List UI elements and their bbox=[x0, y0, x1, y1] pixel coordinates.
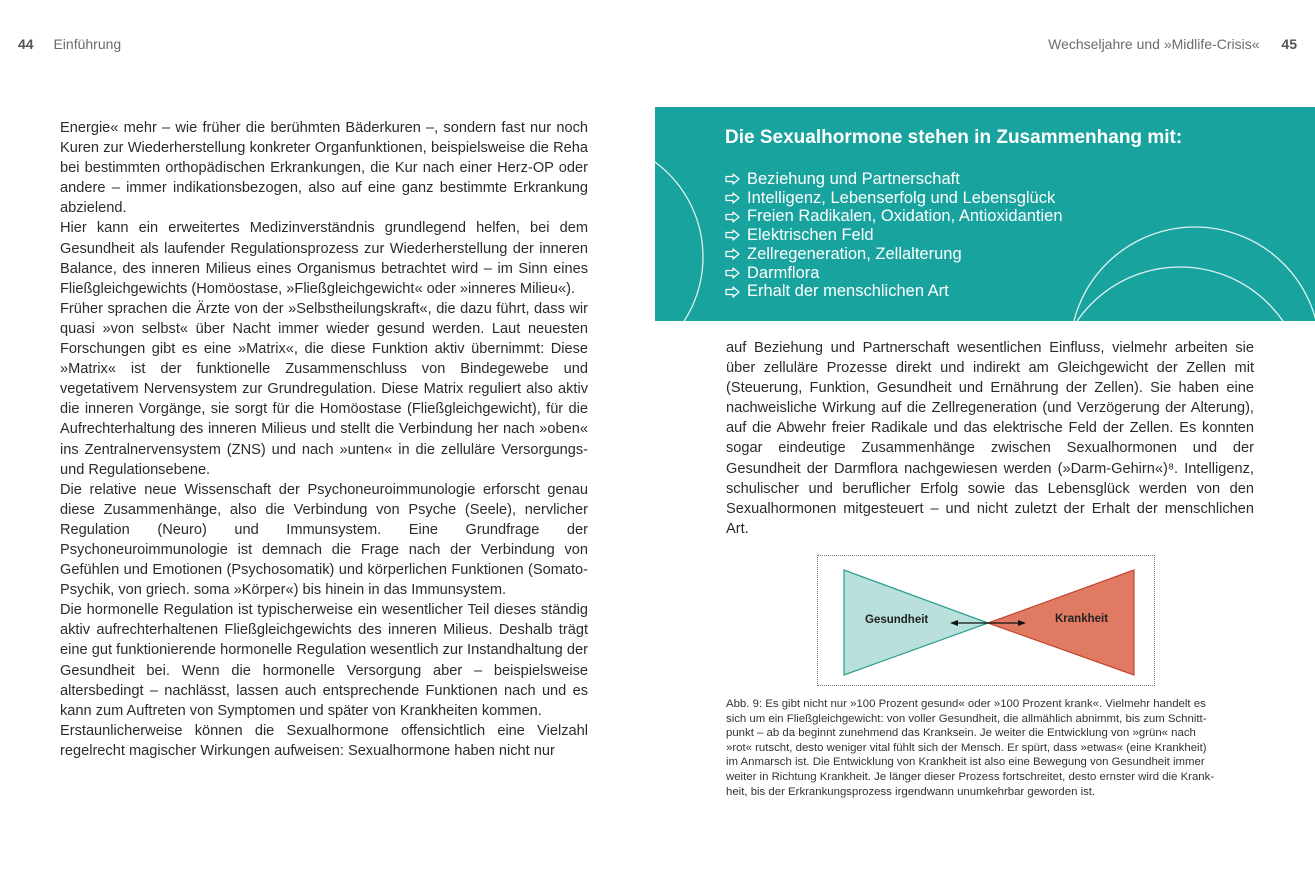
caption-line: sich um ein Fließgleichgewicht: von voller Gesundheit, die allmählich abnimmt, bis zum Schnitt- bbox=[726, 712, 1207, 725]
label-health: Gesundheit bbox=[865, 614, 929, 626]
left-page-body bbox=[60, 118, 588, 761]
paragraph: Die relative neue Wissenschaft der Psychoneuroimmunologie erforscht genau diese Zusammenhänge, also die Verbindung von Psyche (Seele), nervlicher Regulation (Neuro) und Immunsystem. Eine Grundfrage der Psychoneuroimmunologie ist demnach die Frage nach der Verbindung von Gefühlen und Emotionen (Psychosomatik) und körperlichen Funktionen (Somato-Psychik, von griech. soma »Körper«) bis hinein in das Immunsystem. bbox=[60, 481, 588, 599]
arrow-right-icon bbox=[725, 211, 740, 223]
figure-caption bbox=[726, 697, 1256, 799]
section-title-right: Wechseljahre und »Midlife-Crisis« bbox=[1048, 36, 1260, 52]
list-item: Freien Radikalen, Oxidation, Antioxidantien bbox=[725, 207, 1063, 226]
figure-health-illness bbox=[817, 555, 1155, 686]
caption-line: »rot« rutscht, desto weniger vital fühlt sich der Mensch. Er spürt, dass »etwas« (eine Krankheit) bbox=[726, 741, 1207, 754]
paragraph: auf Beziehung und Partnerschaft wesentlichen Einfluss, vielmehr arbeiten sie über zelluläre Prozesse direkt und indirekt am Gleichgewicht der Zellen mit (Steuerung, Funktion, Gesundheit und Ernährung der Zellen). Sie haben eine nachweisliche Wirkung auf die Zellregeneration (und Verzögerung der Alterung), auf die Abwehr freier Radikale und das elektrische Feld der Zellen. Es konnten sogar eindeutige Zusammenhänge zwischen Sexualhormonen und der Gesundheit der Darmflora nachgewiesen werden (»Darm-Gehirn«)⁸. Intelligenz, schulischer und beruflicher Erfolg sowie das Lebensglück werden von den Sexualhormonen mitgesteuert – und nicht zuletzt der Erhalt der menschlichen Art. bbox=[726, 340, 1254, 537]
running-header-right bbox=[1048, 36, 1297, 52]
arrow-right-icon bbox=[725, 173, 740, 185]
arrow-right-icon bbox=[725, 286, 740, 298]
section-title-left: Einführung bbox=[53, 36, 122, 52]
paragraph: Die hormonelle Regulation ist typischerweise ein wesentlicher Teil dieses ständig aktiv aufrechterhaltenen Fließgleichgewichts des inneren Milieus. Deshalb trägt eine gut funktionierende hormonelle Regulation wesentlich zur Instandhaltung der Gesundheit bei. Wenn die hormonelle Versorgung aber – beispielsweise altersbedingt – nachlässt, lassen auch entsprechende Funktionen nach und es kann zum Auftreten von Symptomen und später von Krankheiten kommen. bbox=[60, 602, 588, 719]
list-item: Zellregeneration, Zellalterung bbox=[725, 245, 1063, 264]
caption-line: weiter in Richtung Krankheit. Je länger dieser Prozess fortschreitet, desto ernster wird die Krank- bbox=[726, 770, 1215, 783]
paragraph: Früher sprachen die Ärzte von der »Selbstheilungskraft«, die dazu führt, dass wir quasi »von selbst« über Nacht immer wieder gesund werden. Laut neuesten Forschungen gibt es eine »Matrix«, die diese Funktion aktiv übernimmt: Diese »Matrix« ist der funktionelle Zusammenschluss von Bindegewebe und vegetativem Nervensystem zur Grundregulation. Diese Matrix reguliert also aktiv die inneren Vorgänge, sie sorgt für die Homöostase (Fließgleichgewicht), für die Aufrechterhaltung des inneren Milieus und stellt die Verbindung her nach »oben« ins Zentralnervensystem (ZNS) und nach »unten« in die zelluläre Versorgungs- und Regulationsebene. bbox=[60, 300, 588, 478]
right-page-body bbox=[726, 338, 1254, 539]
arrow-right-icon bbox=[725, 248, 740, 260]
running-header-left bbox=[18, 36, 121, 52]
caption-line: Abb. 9: Es gibt nicht nur »100 Prozent gesund« oder »100 Prozent krank«. Vielmehr handelt es bbox=[726, 698, 1206, 710]
list-item: Erhalt der menschlichen Art bbox=[725, 282, 1063, 301]
list-item: Elektrischen Feld bbox=[725, 226, 1063, 245]
list-item: Intelligenz, Lebenserfolg und Lebensglück bbox=[725, 189, 1063, 208]
paragraph: Erstaunlicherweise können die Sexualhormone offensichtlich eine Vielzahl regelrecht magischer Wirkungen aufweisen: Sexualhormone haben nicht nur bbox=[60, 722, 588, 759]
caption-line: punkt – ab da beginnt zunehmend das Kranksein. Je weiter die Entwicklung von »grün« nach bbox=[726, 727, 1196, 740]
list-item: Darmflora bbox=[725, 264, 1063, 283]
page-number-right: 45 bbox=[1281, 36, 1297, 52]
paragraph: Energie« mehr – wie früher die berühmten Bäderkuren –, sondern fast nur noch Kuren zur Wiederherstellung konkreter Organfunktionen, beispielsweise die Reha bei bestimmten orthopädischen Erkrankungen, die Kur nach einer Herz-OP oder andere – immer indikationsbezogen, also auf eine ganz bestimmte Erkrankung abzielend. bbox=[60, 120, 588, 217]
box-list bbox=[725, 170, 1063, 301]
info-box bbox=[655, 107, 1315, 321]
arrow-right-icon bbox=[725, 267, 740, 279]
arrow-right-icon bbox=[725, 192, 740, 204]
caption-line: heit, bis der Erkrankungsprozess irgendwann unumkehrbar geworden ist. bbox=[726, 785, 1096, 798]
label-illness: Krankheit bbox=[1055, 613, 1109, 625]
paragraph: Hier kann ein erweitertes Medizinverständnis grundlegend helfen, bei dem Gesundheit als laufender Regulationsprozess zur Wiederherstellung der inneren Balance, des inneren Milieus eines Organismus betrachtet wird – im Sinn eines Fließgleichgewichts (Homöostase, »Fließgleichgewicht« oder »inneres Milieu«). bbox=[60, 220, 588, 297]
arrow-right-icon bbox=[725, 229, 740, 241]
list-item: Beziehung und Partnerschaft bbox=[725, 170, 1063, 189]
page-number-left: 44 bbox=[18, 36, 34, 52]
caption-line: im Anmarsch ist. Die Entwicklung von Krankheit ist also eine Bewegung von Gesundheit immer bbox=[726, 756, 1205, 769]
box-title: Die Sexualhormone stehen in Zusammenhang mit: bbox=[725, 127, 1183, 148]
